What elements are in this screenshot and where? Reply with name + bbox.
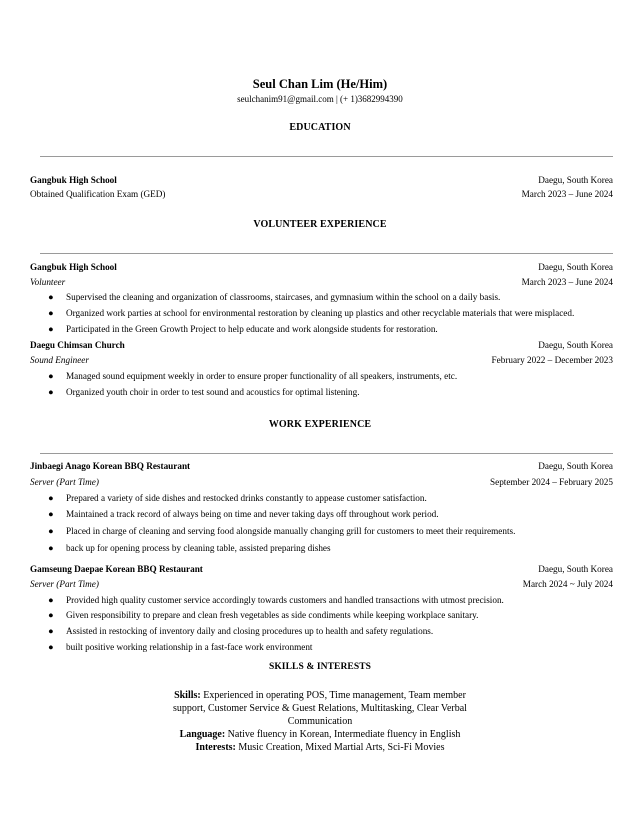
- volunteer-location: Daegu, South Korea: [538, 340, 613, 350]
- list-item: [48, 595, 618, 608]
- education-location: Daegu, South Korea: [538, 175, 613, 185]
- volunteer-role: Sound Engineer: [30, 355, 89, 365]
- language-label: Language:: [179, 729, 226, 740]
- list-item: [48, 324, 618, 337]
- bullet-icon: ●: [48, 387, 54, 397]
- work-dates: March 2024 ~ July 2024: [522, 579, 613, 589]
- bullet-icon: ●: [48, 526, 54, 536]
- volunteer-dates: February 2022 – December 2023: [491, 355, 613, 365]
- education-org: Gangbuk High School: [30, 175, 117, 185]
- volunteer-heading: VOLUNTEER EXPERIENCE: [253, 219, 387, 230]
- bullet-icon: ●: [48, 595, 54, 605]
- list-item: [48, 308, 618, 321]
- bullet-text: Organized youth choir in order to test sound and acoustics for optimal listening.: [66, 387, 360, 397]
- skills-text: Experienced in operating POS, Time management, Team member support, Customer Service & Guest Relations, Multitasking, Clear Verbal Communication: [173, 690, 467, 727]
- section-divider: [40, 453, 613, 454]
- work-role: Server (Part Time): [30, 477, 99, 487]
- list-item: [48, 543, 618, 556]
- bullet-text: Managed sound equipment weekly in order to ensure proper functionality of all speakers, instruments, etc.: [66, 371, 458, 381]
- bullet-text: Participated in the Green Growth Project to help educate and work alongside students for restoration.: [66, 324, 438, 334]
- list-item: [48, 371, 618, 384]
- bullet-text: Supervised the cleaning and organization of classrooms, staircases, and gymnasium within the school on a daily basis.: [66, 292, 501, 302]
- interests-text: Music Creation, Mixed Martial Arts, Sci-Fi Movies: [235, 742, 445, 753]
- bullet-icon: ●: [48, 308, 54, 318]
- interests-label: Interests:: [195, 742, 236, 753]
- bullet-text: back up for opening process by cleaning table, assisted preparing dishes: [66, 543, 331, 553]
- volunteer-location: Daegu, South Korea: [538, 262, 613, 272]
- bullet-icon: ●: [48, 371, 54, 381]
- bullet-text: Given responsibility to prepare and clean fresh vegetables as side condiments while keeping workplace sanitary.: [66, 610, 479, 620]
- bullet-text: Prepared a variety of side dishes and restocked drinks constantly to appease customer satisfaction.: [66, 493, 427, 503]
- list-item: [48, 526, 618, 539]
- education-role: Obtained Qualification Exam (GED): [30, 189, 166, 199]
- bullet-icon: ●: [48, 642, 54, 652]
- bullet-icon: ●: [48, 493, 54, 503]
- education-entry-1-sub: [30, 189, 613, 202]
- bullet-text: Assisted in restocking of inventory daily and closing procedures up to health and safety regulations.: [66, 626, 434, 636]
- work-org: Gamseung Daepae Korean BBQ Restaurant: [30, 564, 203, 574]
- bullet-icon: ●: [48, 509, 54, 519]
- work-heading: WORK EXPERIENCE: [268, 419, 372, 430]
- work-location: Daegu, South Korea: [538, 461, 613, 471]
- list-item: [48, 642, 618, 655]
- list-item: [48, 493, 618, 506]
- volunteer-role: Volunteer: [30, 277, 66, 287]
- skills-label: Skills:: [174, 690, 201, 701]
- bullet-icon: ●: [48, 324, 54, 334]
- volunteer-entry-1-sub: [30, 277, 613, 290]
- work-dates: September 2024 – February 2025: [490, 477, 613, 487]
- language-text: Native fluency in Korean, Intermediate fluency in English: [225, 729, 461, 740]
- section-divider: [40, 253, 613, 254]
- bullet-icon: ●: [48, 292, 54, 302]
- work-location: Daegu, South Korea: [538, 564, 613, 574]
- list-item: [48, 387, 618, 400]
- skills-block: [170, 689, 470, 754]
- work-role: Server (Part Time): [30, 579, 99, 589]
- bullet-icon: ●: [48, 543, 54, 553]
- list-item: [48, 509, 618, 522]
- section-divider: [40, 156, 613, 157]
- volunteer-entry-2-sub: [30, 355, 613, 368]
- bullet-text: Organized work parties at school for environmental restoration by cleaning up plastics and other recyclable materials that were misplaced.: [66, 308, 575, 318]
- bullet-icon: ●: [48, 610, 54, 620]
- skills-heading: SKILLS & INTERESTS: [268, 662, 372, 672]
- bullet-icon: ●: [48, 626, 54, 636]
- work-entry-2-sub: [30, 579, 613, 592]
- education-entry-1-header: [30, 175, 613, 188]
- education-heading: EDUCATION: [289, 122, 351, 133]
- work-entry-1-sub: [30, 477, 613, 490]
- volunteer-entry-1-header: [30, 262, 613, 275]
- work-entry-1-header: [30, 461, 613, 474]
- volunteer-dates: March 2023 – June 2024: [521, 277, 613, 287]
- volunteer-entry-2-header: [30, 340, 613, 353]
- work-entry-2-header: [30, 564, 613, 577]
- bullet-text: Maintained a track record of always being on time and never taking days off throughout work period.: [66, 509, 439, 519]
- candidate-name: Seul Chan Lim (He/Him): [252, 77, 388, 91]
- bullet-text: built positive working relationship in a fast-face work environment: [66, 642, 313, 652]
- list-item: [48, 292, 618, 305]
- bullet-text: Provided high quality customer service accordingly towards customers and handled transactions with utmost precision.: [66, 595, 504, 605]
- list-item: [48, 626, 618, 639]
- bullet-text: Placed in charge of cleaning and serving food alongside manually changing grill for customers to meet their requirements.: [66, 526, 516, 536]
- volunteer-org: Gangbuk High School: [30, 262, 117, 272]
- work-org: Jinbaegi Anago Korean BBQ Restaurant: [30, 461, 191, 471]
- volunteer-org: Daegu Chimsan Church: [30, 340, 125, 350]
- contact-line: seulchanim91@gmail.com | (+ 1)3682994390: [237, 94, 403, 104]
- list-item: [48, 610, 618, 623]
- education-dates: March 2023 – June 2024: [521, 189, 613, 199]
